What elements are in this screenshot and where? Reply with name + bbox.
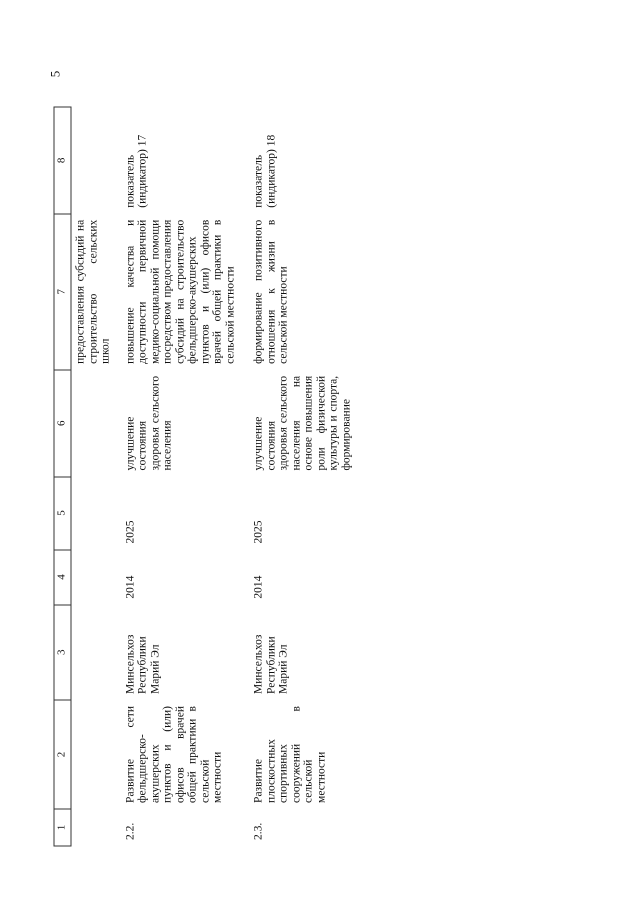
measure-name: Развитие сети фельдшерско-акушерских пунктов и (или) офисов врачей общей практики в сельской местности <box>124 706 224 803</box>
program-table <box>54 107 356 847</box>
page-number: 5 <box>47 70 63 78</box>
row-number: 2.2. <box>124 822 136 840</box>
header-cell: 2 <box>54 700 71 809</box>
carry-over-row <box>71 107 115 846</box>
main-directions: формирование позитивного отношения к жизни в сельской местности <box>252 219 290 364</box>
indicator: показатель (индикатор) 17 <box>124 134 149 208</box>
expected-result: улучшение состояния здоровья сельского населения на основе повышения роли физической культуры и спорта, формирование <box>252 375 352 471</box>
indicator: показатель (индикатор) 18 <box>252 134 277 208</box>
executor: Минсельхоз Республики Марий Эл <box>252 634 290 695</box>
header-cell: 5 <box>54 477 71 550</box>
carry-over-text: предоставления субсидий на строительство сельских школ <box>74 219 112 364</box>
executor: Минсельхоз Республики Марий Эл <box>124 634 161 695</box>
header-cell: 4 <box>54 550 71 605</box>
end-year: 2025 <box>252 520 265 544</box>
main-directions: повышение качества и доступности первичной медико-социальной помощи посредством предоставления субсидий на строительство фельдшерско-акушерских пунктов и (или) офисов врачей общей практики в сельской местности <box>124 219 236 364</box>
header-cell: 3 <box>54 605 71 700</box>
table-row <box>121 107 240 846</box>
expected-result: улучшение состояния здоровья сельского населения <box>124 375 174 471</box>
header-cell: 6 <box>54 370 71 477</box>
start-year: 2014 <box>124 575 136 599</box>
end-year: 2025 <box>124 520 136 544</box>
header-row <box>54 107 71 846</box>
measure-name: Развитие плоскостных спортивных сооружений в сельской местности <box>252 706 327 803</box>
start-year: 2014 <box>252 575 265 599</box>
header-cell: 1 <box>54 809 71 846</box>
row-number: 2.3. <box>252 822 265 840</box>
header-cell: 7 <box>54 214 71 370</box>
header-cell: 8 <box>54 107 71 214</box>
rotated-table-container <box>54 107 599 847</box>
table-row <box>250 107 356 846</box>
